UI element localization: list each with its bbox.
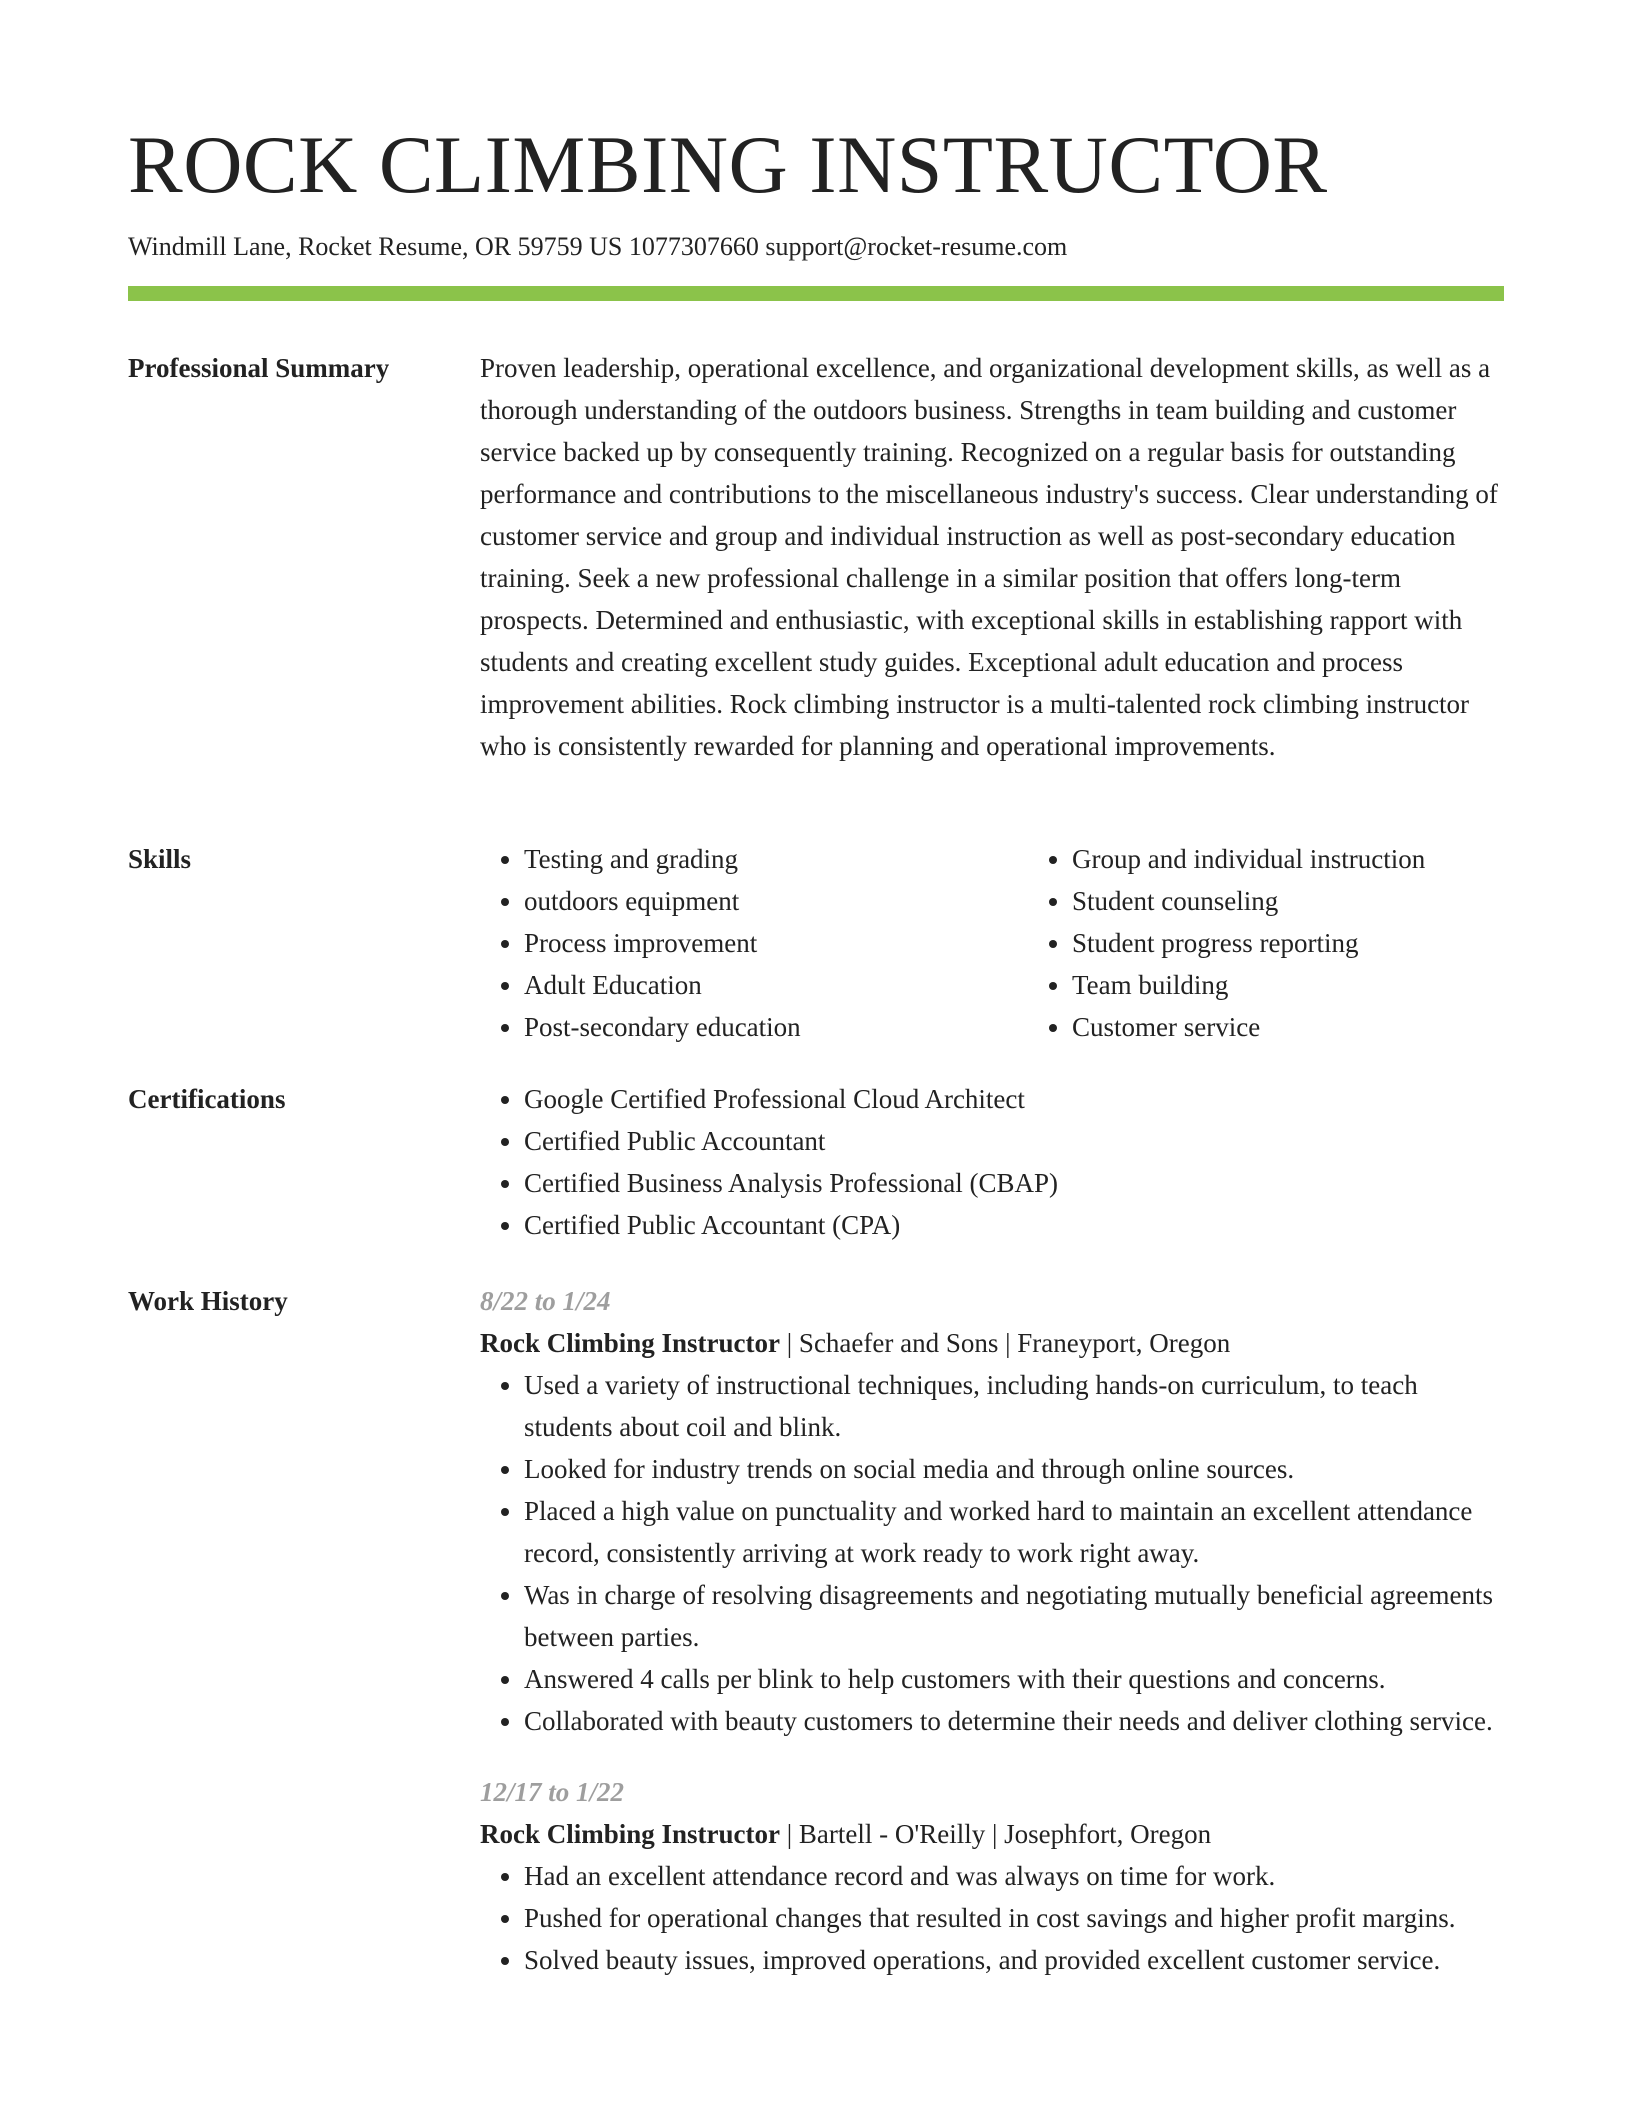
job-entry <box>480 1280 1504 1742</box>
job-title: Rock Climbing Instructor <box>480 1328 781 1358</box>
list-item: • Student counseling <box>1072 880 1576 922</box>
work-history-heading: Work History <box>128 1286 288 1316</box>
list-item: • Certified Public Accountant (CPA) <box>524 1204 1504 1246</box>
list-item: • Student progress reporting <box>1072 922 1576 964</box>
certifications-section <box>128 1078 1504 1246</box>
list-item: • Customer service <box>1072 1006 1576 1048</box>
job-bullets <box>480 1855 1504 1981</box>
contact-email: support@rocket-resume.com <box>765 232 1068 262</box>
certifications-list <box>480 1078 1504 1246</box>
list-item: • Group and individual instruction <box>1072 838 1576 880</box>
list-item: • Certified Public Accountant <box>524 1120 1504 1162</box>
job-location: | Franeyport, Oregon <box>998 1328 1230 1358</box>
job-title: Rock Climbing Instructor <box>480 1819 781 1849</box>
resume-header <box>128 118 1504 264</box>
list-item: • Pushed for operational changes that resulted in cost savings and higher profit margins. <box>524 1897 1504 1939</box>
summary-text: Proven leadership, operational excellence, and organizational development skills, as well as a thorough understanding of the outdoors business. Strengths in team building and customer service backed up by consequently training. Recognized on a regular basis for outstanding performance and contributions to the miscellaneous industry's success. Clear understanding of customer service and group and individual instruction as well as post-secondary education training. Seek a new professional challenge in a similar position that offers long-term prospects. Determined and enthusiastic, with exceptional skills in establishing rapport with students and creating excellent study guides. Exceptional adult education and process improvement abilities. Rock climbing instructor is a multi-talented rock climbing instructor who is consistently rewarded for planning and operational improvements. <box>480 353 1498 761</box>
skills-heading: Skills <box>128 844 192 874</box>
list-item: • Looked for industry trends on social media and through online sources. <box>524 1448 1504 1490</box>
job-title-line <box>480 1813 1504 1855</box>
list-item: • Was in charge of resolving disagreements and negotiating mutually beneficial agreements between parties. <box>524 1574 1504 1658</box>
summary-body <box>480 347 1504 767</box>
list-item: • Solved beauty issues, improved operations, and provided excellent customer service. <box>524 1939 1504 1981</box>
contact-address: Windmill Lane, Rocket Resume, OR 59759 US <box>128 232 623 262</box>
job-location: | Josephfort, Oregon <box>985 1819 1211 1849</box>
skills-body <box>480 838 1576 1048</box>
list-item: • Collaborated with beauty customers to determine their needs and deliver clothing service. <box>524 1700 1504 1742</box>
list-item: • Adult Education <box>524 964 1028 1006</box>
list-item: • Placed a high value on punctuality and worked hard to maintain an excellent attendance record, consistently arriving at work ready to work right away. <box>524 1490 1504 1574</box>
skills-list-right <box>1028 838 1576 1048</box>
work-history-body <box>480 1280 1504 1981</box>
accent-divider <box>128 286 1504 301</box>
job-title-line <box>480 1322 1504 1364</box>
list-item: • Certified Business Analysis Professional (CBAP) <box>524 1162 1504 1204</box>
list-item: • Answered 4 calls per blink to help customers with their questions and concerns. <box>524 1658 1504 1700</box>
list-item: • Had an excellent attendance record and was always on time for work. <box>524 1855 1504 1897</box>
contact-line <box>128 230 1504 264</box>
summary-section <box>128 347 1504 767</box>
skills-section <box>128 838 1504 1048</box>
summary-heading: Professional Summary <box>128 353 390 383</box>
job-dates: 12/17 to 1/22 <box>480 1777 625 1807</box>
list-item: • outdoors equipment <box>524 880 1028 922</box>
certifications-body <box>480 1078 1504 1246</box>
list-item: • Used a variety of instructional techniques, including hands-on curriculum, to teach students about coil and blink. <box>524 1364 1504 1448</box>
contact-phone: 1077307660 <box>628 232 759 262</box>
job-bullets <box>480 1364 1504 1742</box>
job-company: | Bartell - O'Reilly <box>780 1819 985 1849</box>
job-dates: 8/22 to 1/24 <box>480 1286 611 1316</box>
skills-grid <box>480 838 1576 1048</box>
list-item: • Testing and grading <box>524 838 1028 880</box>
list-item: • Process improvement <box>524 922 1028 964</box>
work-history-section <box>128 1280 1504 1981</box>
list-item: • Google Certified Professional Cloud Architect <box>524 1078 1504 1120</box>
job-company: | Schaefer and Sons <box>780 1328 998 1358</box>
certifications-heading: Certifications <box>128 1084 286 1114</box>
skills-list-left <box>480 838 1028 1048</box>
page-title: ROCK CLIMBING INSTRUCTOR <box>128 119 1328 210</box>
list-item: • Team building <box>1072 964 1576 1006</box>
job-entry <box>480 1771 1504 1981</box>
list-item: • Post-secondary education <box>524 1006 1028 1048</box>
